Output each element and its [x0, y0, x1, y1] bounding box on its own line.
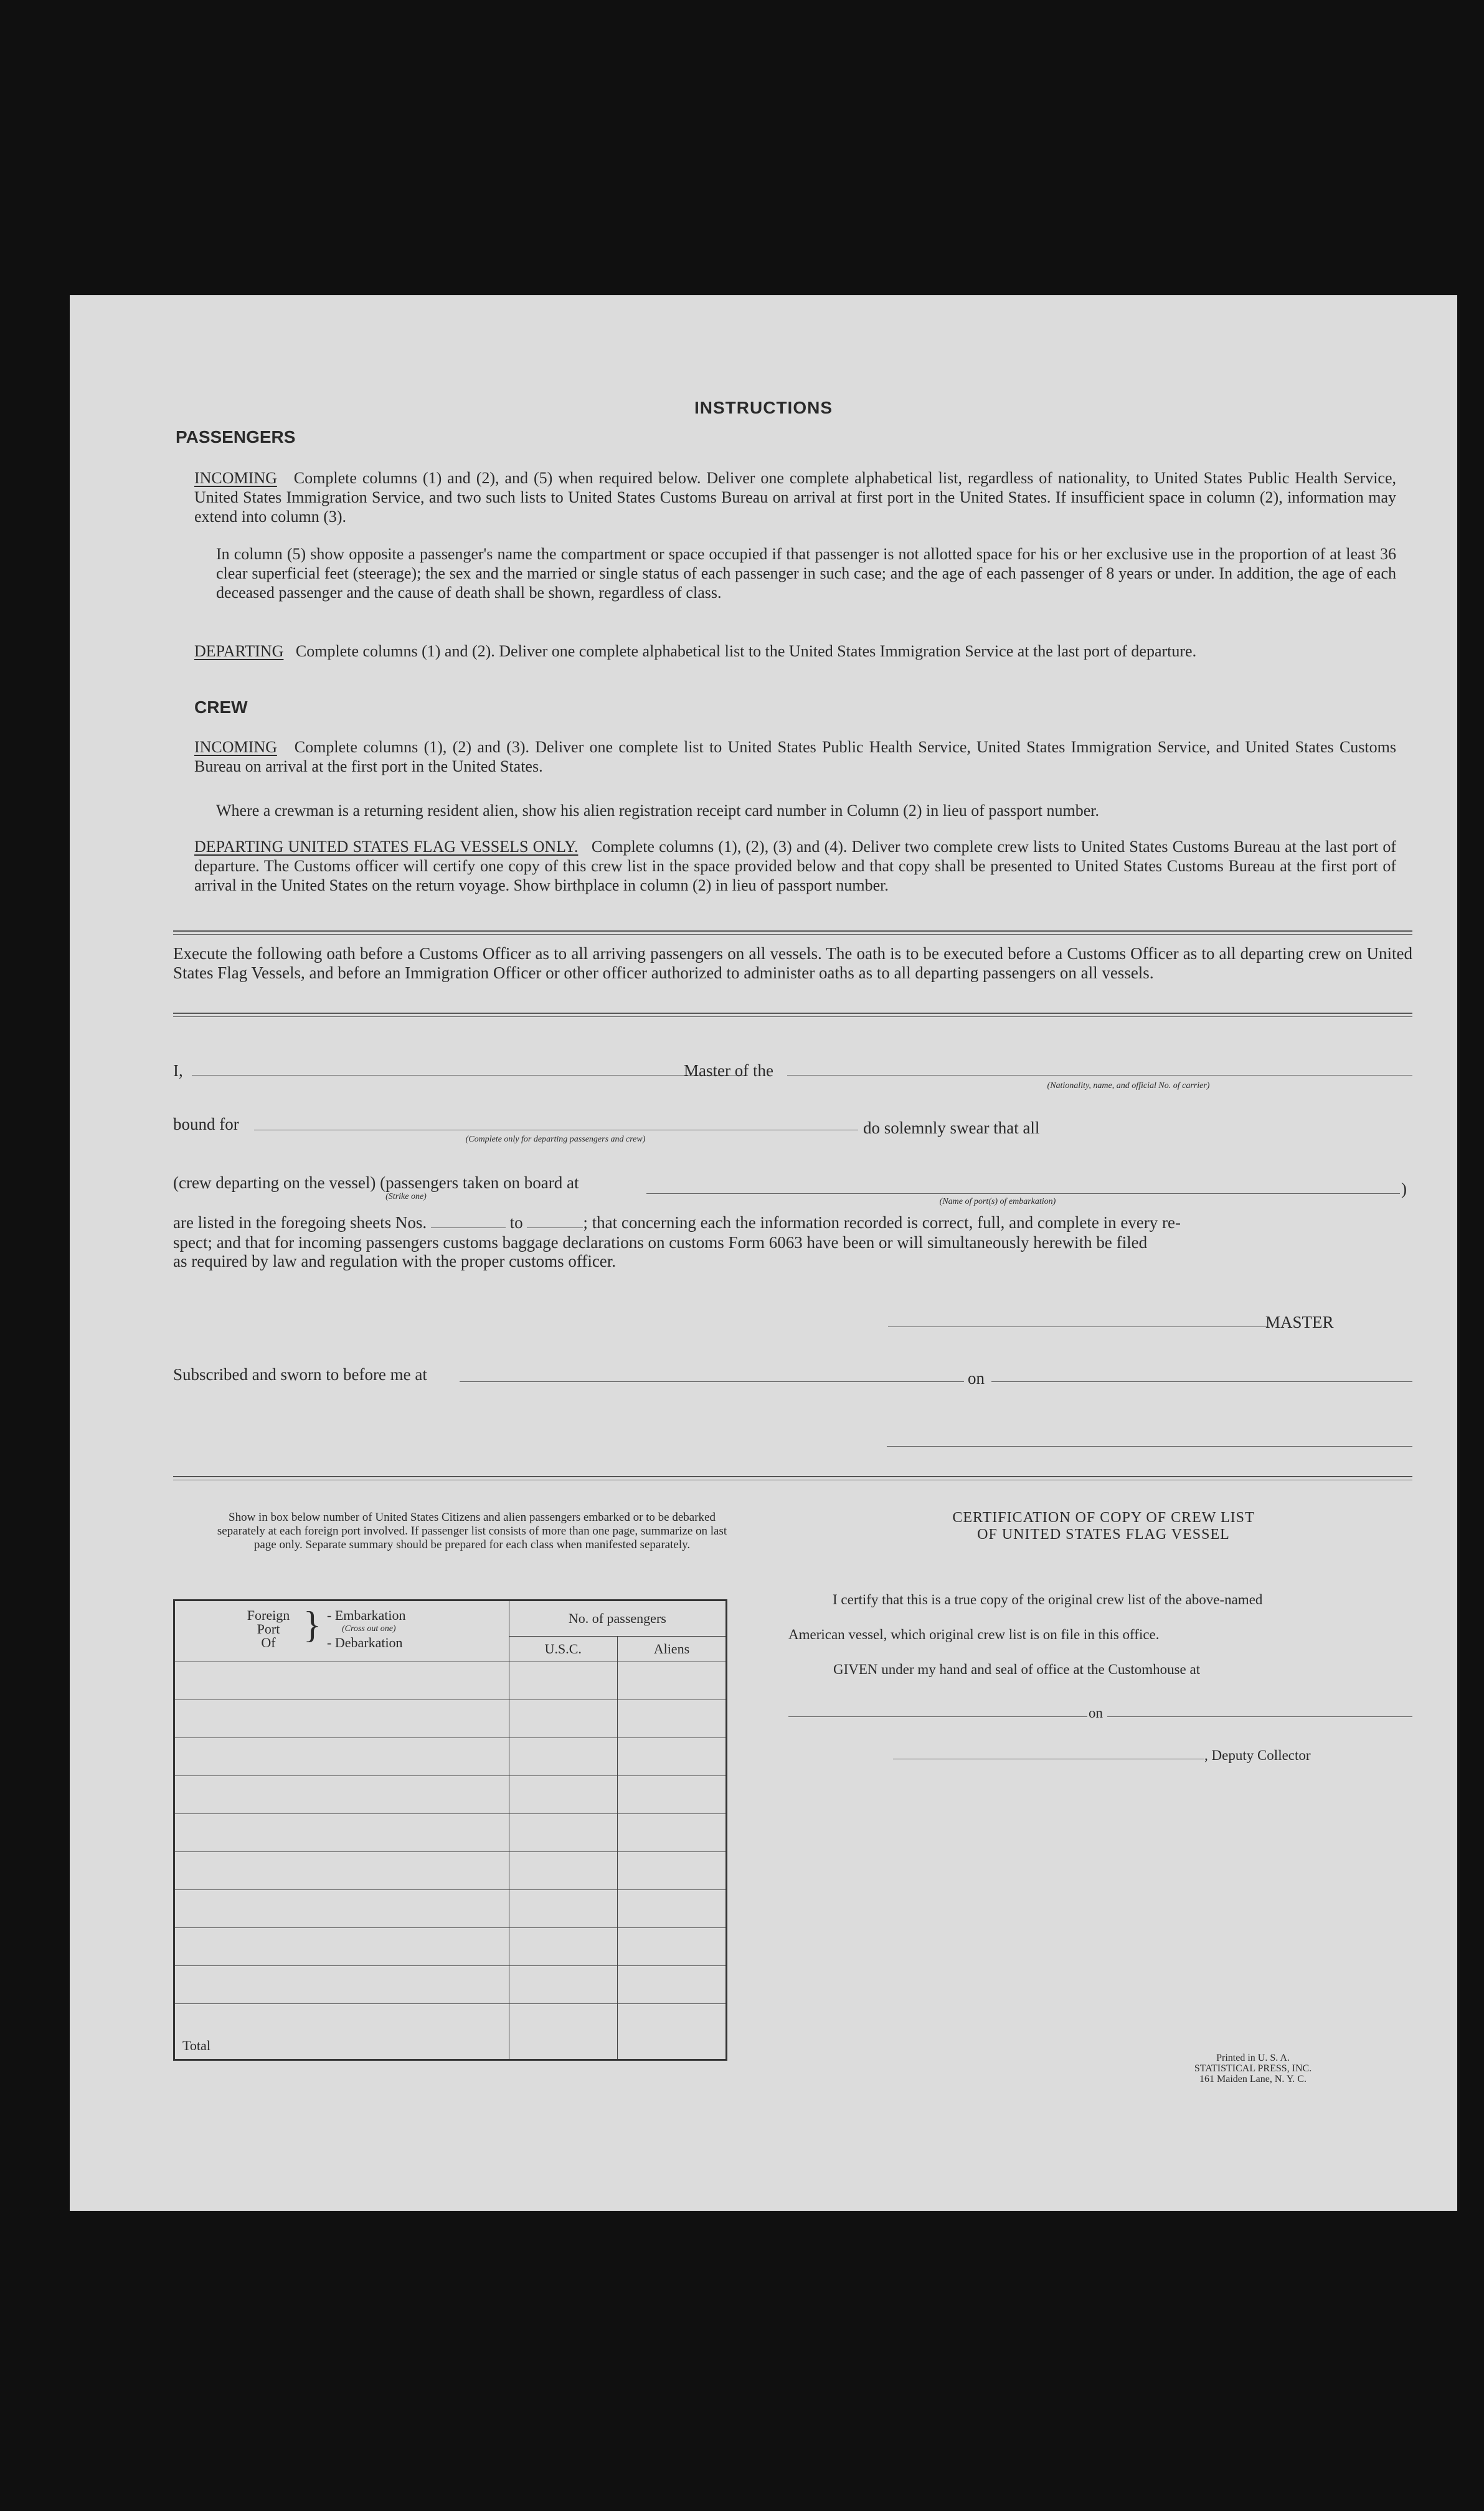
passenger-summary-table [173, 1599, 727, 2061]
passengers-incoming-label: INCOMING [194, 469, 277, 487]
divider [173, 1476, 1412, 1477]
cert-on-label: on [1089, 1705, 1103, 1721]
master-of-the-label: Master of the [684, 1061, 773, 1080]
port-cell[interactable] [174, 1814, 509, 1852]
aliens-cell[interactable] [617, 1814, 726, 1852]
officer-signature-field[interactable] [887, 1446, 1412, 1447]
sheet-from-field[interactable] [431, 1227, 506, 1228]
certification-title-line1: CERTIFICATION OF COPY OF CREW LIST [952, 1510, 1255, 1526]
aliens-cell[interactable] [617, 1928, 726, 1966]
usc-cell[interactable] [509, 1890, 617, 1928]
table-row [174, 1700, 727, 1738]
printer-line1: Printed in U. S. A. [1216, 2053, 1290, 2063]
cross-out-note: (Cross out one) [342, 1624, 396, 1634]
oath-instruction: Execute the following oath before a Customs Officer as to all arriving passengers on all vessels. The oath is to be executed before a Customs Officer as to all departing crew on United States Flag Vessels, and before an Immigration Officer or other officer authorized to administer oaths as to all departing passengers on all vessels. [173, 944, 1412, 982]
ports-note: (Name of port(s) of embarkation) [939, 1197, 1056, 1206]
brace-icon: } [303, 1604, 321, 1645]
cert-date-field[interactable] [1107, 1716, 1412, 1717]
passengers-column5-paragraph: In column (5) show opposite a passenger's name the compartment or space occupied if that passenger is not allotted space for his or her exclusive use in the proportion of at least 36 clear superficial feet (steerage); the sex and the married or single status of each passenger in such case; and the age of each passenger of 8 years or under. In addition, the age of each deceased passenger and the cause of death shall be shown, regardless of class. [216, 545, 1396, 602]
crew-incoming-label: INCOMING [194, 738, 277, 756]
total-row [174, 2004, 727, 2060]
crew-title: CREW [194, 698, 248, 717]
bound-for-label: bound for [173, 1115, 239, 1133]
listed-b: ; that concerning each the information recorded is correct, full, and complete in every re- [583, 1213, 1181, 1232]
port-cell[interactable] [174, 1738, 509, 1776]
table-row [174, 1890, 727, 1928]
printer-line3: 161 Maiden Lane, N. Y. C. [1199, 2074, 1307, 2084]
given-line: GIVEN under my hand and seal of office at the Customhouse at [833, 1662, 1201, 1677]
embarkation-label: - Embarkation [327, 1607, 406, 1623]
divider [173, 934, 1412, 935]
swear-text: do solemnly swear that all [863, 1118, 1040, 1137]
listed-c: spect; and that for incoming passengers customs baggage declarations on customs Form 6063 have been or will simultaneously herewith be filed [173, 1233, 1148, 1252]
bound-note: (Complete only for departing passengers and crew) [465, 1135, 646, 1144]
usc-cell[interactable] [509, 1966, 617, 2004]
crew-departing-label: DEPARTING UNITED STATES FLAG VESSELS ONLY. [194, 838, 579, 856]
aliens-cell[interactable] [617, 1852, 726, 1890]
table-row [174, 1776, 727, 1814]
listed-a: are listed in the foregoing sheets Nos. [173, 1213, 427, 1232]
subscribed-place-field[interactable] [460, 1381, 964, 1382]
table-row [174, 1966, 727, 2004]
printer-line2: STATISTICAL PRESS, INC. [1194, 2063, 1312, 2074]
aliens-cell[interactable] [617, 1662, 726, 1700]
usc-total-cell[interactable] [509, 2004, 617, 2060]
summary-instruction: Show in box below number of United States Citizens and alien passengers embarked or to be debarked separately at each foreign port involved. If passenger list consists of more than one page, summarize on last page only. Separate summary should be prepared for each class when manifested separately. [217, 1511, 727, 1551]
oath-i-label: I, [173, 1061, 183, 1080]
master-name-field[interactable] [192, 1075, 746, 1076]
port-label: Port [257, 1621, 280, 1637]
usc-cell[interactable] [509, 1928, 617, 1966]
table-row [174, 1852, 727, 1890]
divider [173, 930, 1412, 932]
aliens-total-cell[interactable] [617, 2004, 726, 2060]
master-signature-field[interactable] [888, 1326, 1268, 1327]
passengers-departing-paragraph [194, 641, 1396, 661]
foreign-label: Foreign [247, 1607, 290, 1623]
deputy-collector-label: , Deputy Collector [1204, 1747, 1311, 1763]
carrier-note: (Nationality, name, and official No. of carrier) [1047, 1081, 1210, 1090]
table-header-row [174, 1601, 727, 1637]
subscribed-on-label: on [968, 1369, 985, 1388]
of-label: Of [261, 1635, 276, 1650]
port-cell[interactable] [174, 1700, 509, 1738]
debarkation-label: - Debarkation [327, 1635, 403, 1650]
subscribed-label: Subscribed and sworn to before me at [173, 1365, 427, 1384]
passengers-title: PASSENGERS [176, 427, 296, 447]
usc-header: U.S.C. [509, 1637, 617, 1662]
close-paren: ) [1401, 1180, 1407, 1198]
printer-imprint [1128, 2053, 1378, 2084]
sheet-to-field[interactable] [527, 1227, 583, 1228]
aliens-cell[interactable] [617, 1776, 726, 1814]
table-row [174, 1814, 727, 1852]
port-cell[interactable] [174, 1966, 509, 2004]
foreign-port-of-label [243, 1609, 293, 1650]
port-cell[interactable] [174, 1928, 509, 1966]
aliens-cell[interactable] [617, 1966, 726, 2004]
port-cell[interactable] [174, 1776, 509, 1814]
table-row [174, 1662, 727, 1700]
passengers-incoming-paragraph [194, 468, 1396, 526]
divider [173, 1013, 1412, 1014]
usc-cell[interactable] [509, 1700, 617, 1738]
passengers-departing-text: Complete columns (1) and (2). Deliver one complete alphabetical list to the United States Immigration Service at the last port of departure. [295, 642, 1197, 660]
subscribed-date-field[interactable] [991, 1381, 1412, 1382]
aliens-cell[interactable] [617, 1738, 726, 1776]
usc-cell[interactable] [509, 1852, 617, 1890]
table-row [174, 1738, 727, 1776]
no-passengers-header: No. of passengers [509, 1601, 726, 1637]
divider [173, 1016, 1412, 1017]
crew-departing-paragraph [194, 837, 1396, 895]
form-page [70, 295, 1457, 2211]
embark-debark-labels [327, 1609, 405, 1650]
carrier-field[interactable] [787, 1075, 1412, 1076]
table-row [174, 1928, 727, 1966]
instructions-title: INSTRUCTIONS [694, 398, 833, 417]
passengers-departing-label: DEPARTING [194, 642, 284, 660]
crew-alien-paragraph: Where a crewman is a returning resident alien, show his alien registration receipt card number in Column (2) in lieu of passport number. [216, 802, 1100, 820]
listed-to: to [509, 1213, 523, 1232]
port-header-cell [174, 1601, 509, 1662]
listed-sheets-text [173, 1213, 1181, 1232]
certification-title-line2: OF UNITED STATES FLAG VESSEL [977, 1526, 1230, 1543]
usc-cell[interactable] [509, 1662, 617, 1700]
listed-d: as required by law and regulation with the proper customs officer. [173, 1252, 617, 1270]
usc-cell[interactable] [509, 1776, 617, 1814]
certification-title [792, 1510, 1415, 1543]
port-cell[interactable] [174, 1662, 509, 1700]
crew-passengers-text: (crew departing on the vessel) (passengers taken on board at [173, 1173, 579, 1192]
port-cell[interactable] [174, 1852, 509, 1890]
passengers-incoming-text: Complete columns (1) and (2), and (5) when required below. Deliver one complete alphabetical list, regardless of nationality, to United States Public Health Service, United States Immigration Service, and two such lists to United States Customs Bureau on arrival at first port in the United States. If insufficient space in column (2), information may extend into column (3). [194, 469, 1397, 526]
total-label: Total [174, 2004, 509, 2060]
strike-note: (Strike one) [385, 1192, 427, 1201]
customhouse-field[interactable] [788, 1716, 1087, 1717]
certify-line1: I certify that this is a true copy of the original crew list of the above-named [833, 1592, 1263, 1607]
aliens-cell[interactable] [617, 1700, 726, 1738]
usc-cell[interactable] [509, 1814, 617, 1852]
port-cell[interactable] [174, 1890, 509, 1928]
aliens-header: Aliens [617, 1637, 726, 1662]
crew-incoming-text: Complete columns (1), (2) and (3). Deliver one complete list to United States Public Health Service, United States Immigration Service, and United States Customs Bureau on arrival at the first port in the United States. [194, 738, 1396, 775]
certify-line2: American vessel, which original crew list is on file in this office. [788, 1627, 1160, 1642]
crew-incoming-paragraph [194, 737, 1396, 776]
crew-departing-text: Complete columns (1), (2), (3) and (4). Deliver two complete crew lists to United States Customs Bureau at the last port of departure. The Customs officer will certify one copy of this crew list in the space provided below and that copy shall be presented to United States Customs Bureau at the first port of arrival in the United States on the return voyage. Show birthplace in column (2) in lieu of passport number. [194, 838, 1397, 894]
master-signature-label: MASTER [1265, 1313, 1334, 1331]
usc-cell[interactable] [509, 1738, 617, 1776]
aliens-cell[interactable] [617, 1890, 726, 1928]
embarkation-port-field[interactable] [646, 1193, 1400, 1194]
